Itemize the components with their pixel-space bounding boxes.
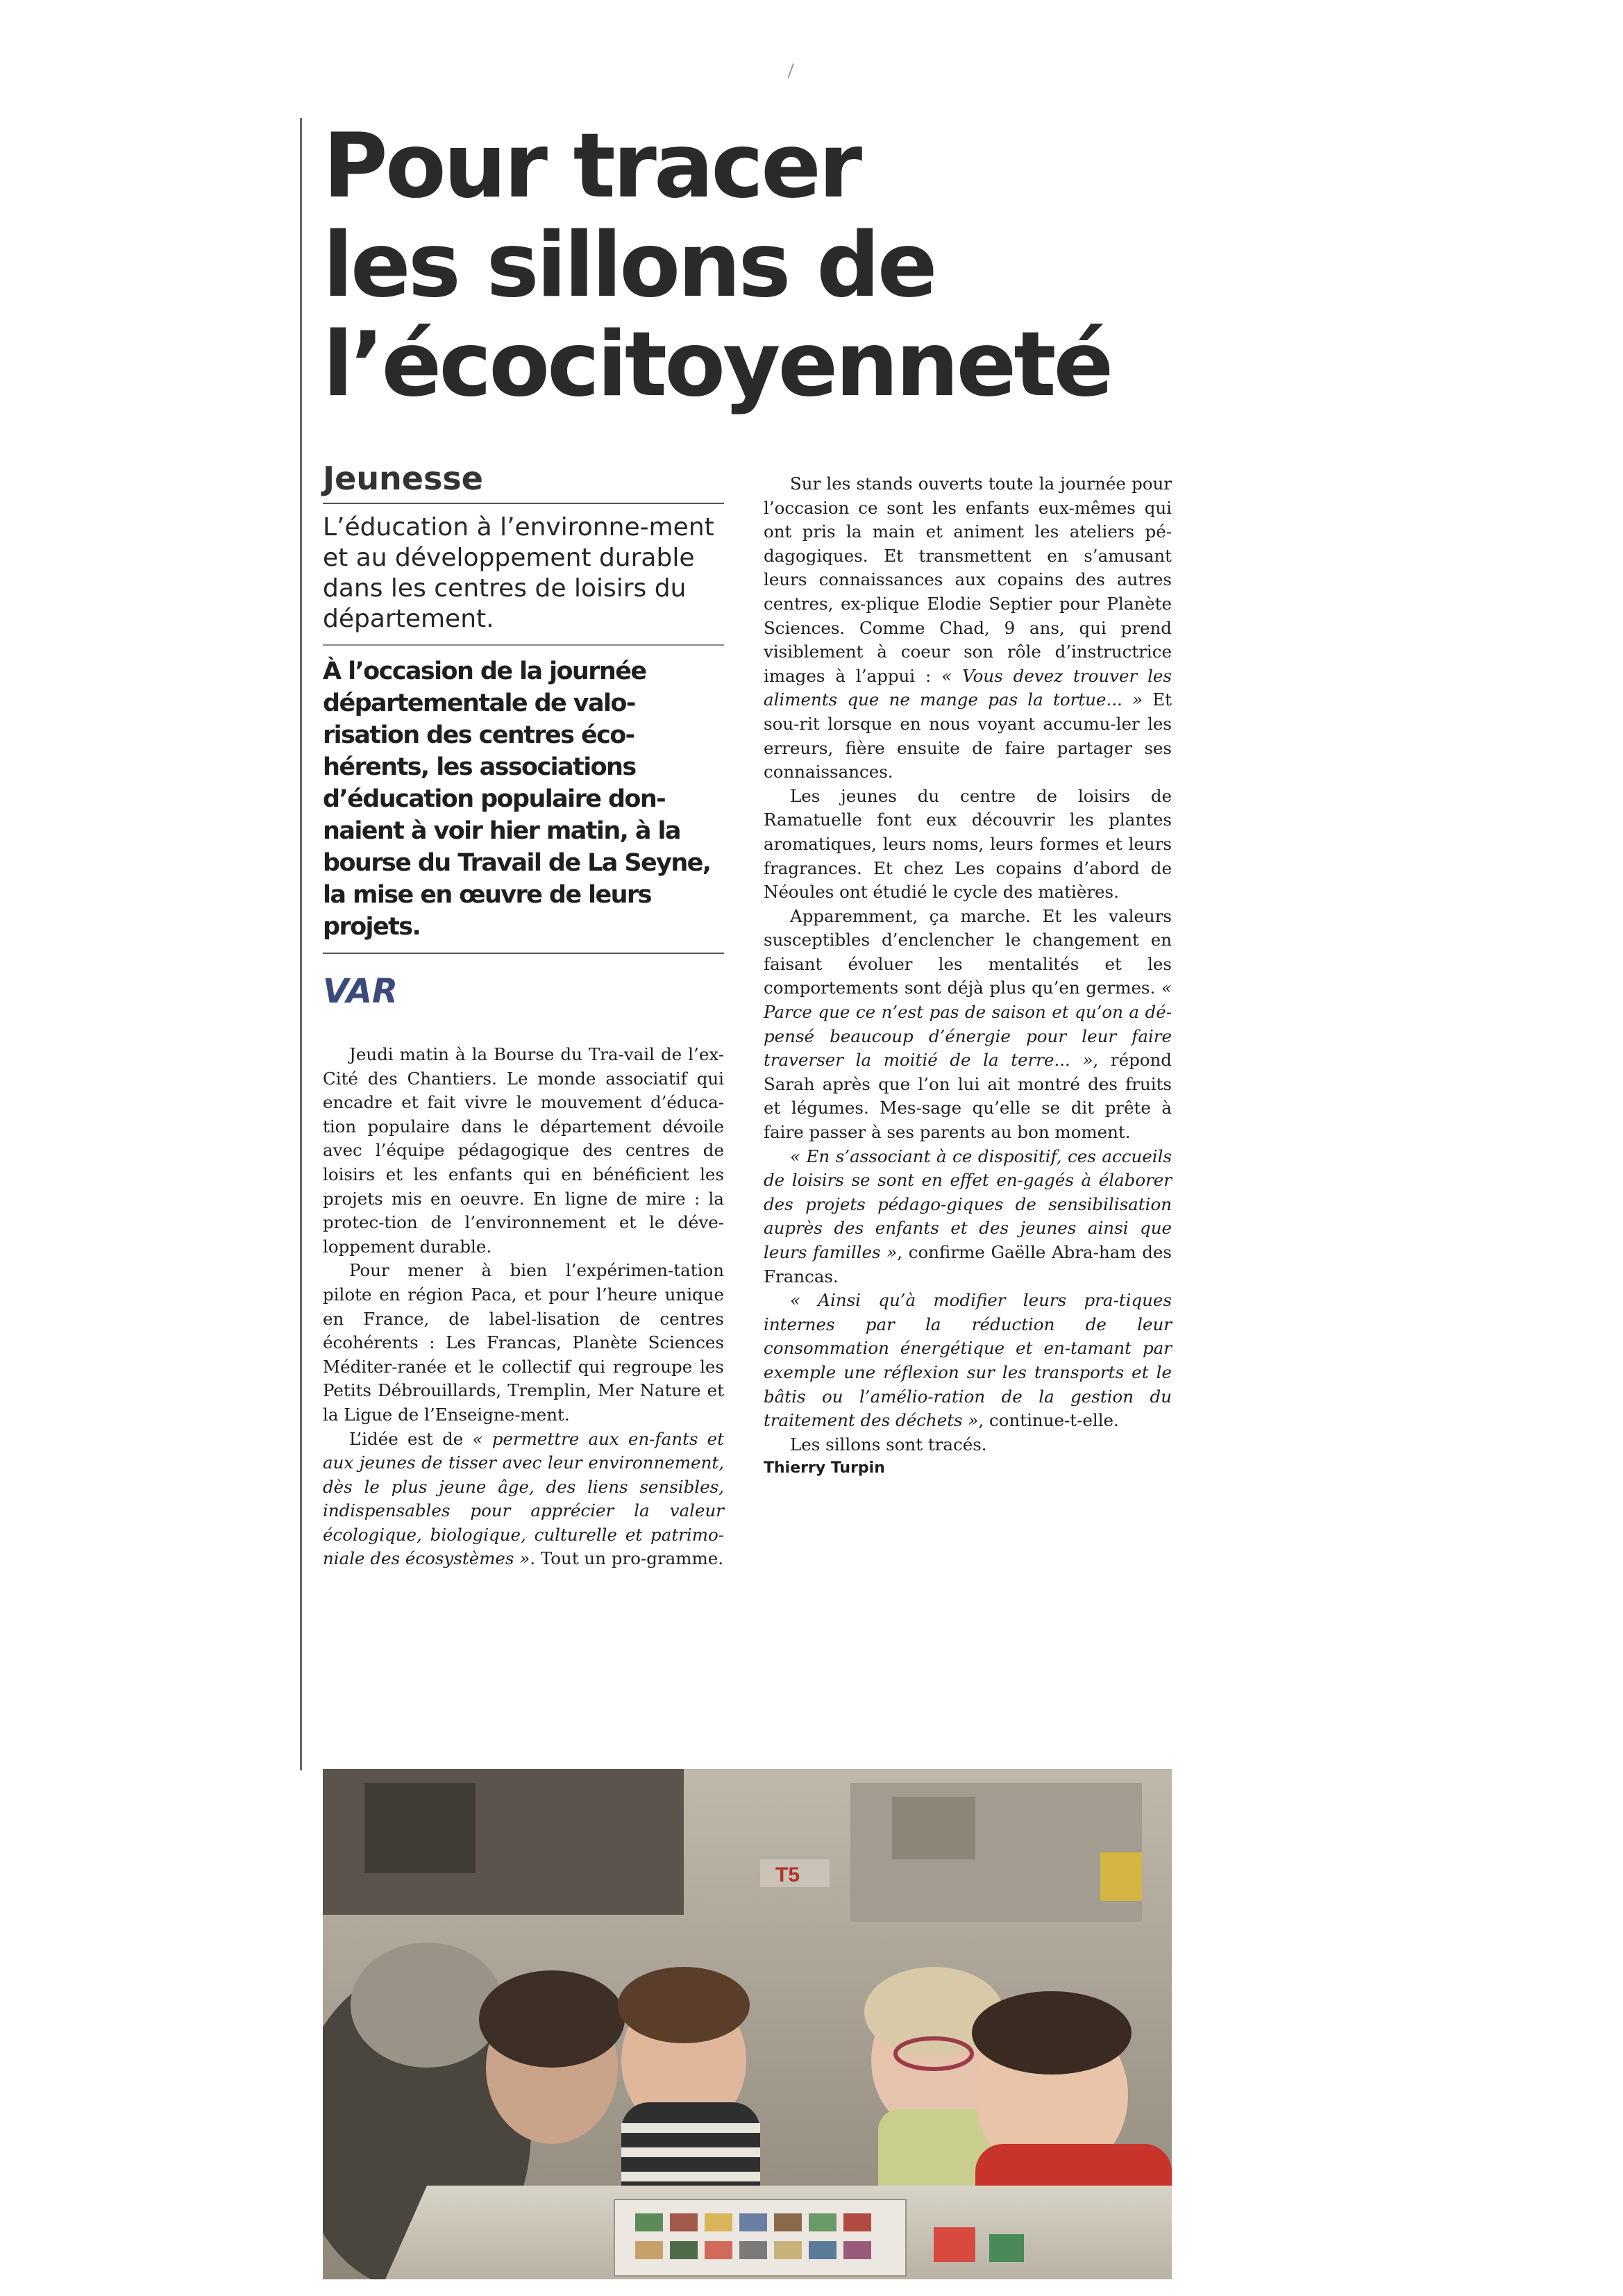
paragraph: Les sillons sont tracés. <box>790 1434 987 1455</box>
quote: « En s’associant à ce dispositif, ces accueils de loisirs se sont en effet en-gagés à élaborer des projets pédago-giques de sensibilisation auprès des enfants et des jeunes ainsi que leurs familles » <box>764 1146 1172 1262</box>
paragraph-text: , continue-t-elle. <box>978 1410 1119 1431</box>
paragraph: Pour mener à bien l’expérimen-tation pilote en région Paca, et pour l’heure unique en France, de label-lisation de centres écohérents : Les Francas, Planète Sciences Méditer-ranée et le collectif qui regroupe les Petits Débrouillards, Tremplin, Mer Nature et la Ligue de l’Enseigne-ment. <box>323 1260 724 1425</box>
paragraph <box>764 1145 1172 1289</box>
paragraph: Jeudi matin à la Bourse du Tra-vail de l’ex-Cité des Chantiers. Le monde associatif qui encadre et fait vivre le mouvement d’éduca-tion populaire dans le département dévoile avec l’équipe pédagogique des centres de loisirs et les enfants qui en bénéficient les projets mis en oeuvre. En ligne de mire : la protec-tion de l’environnement et le déve-loppement durable. <box>323 1044 724 1257</box>
paragraph-text: . Tout un pro-gramme. <box>530 1548 723 1569</box>
divider <box>323 503 724 504</box>
paragraph <box>764 1289 1172 1433</box>
left-column <box>323 458 724 1571</box>
quote: « permettre aux en-fants et aux jeunes de tisser avec leur environnement, dès le plus jeune âge, des liens sensibles, indispensables pour apprécier la valeur écologique, biologique, culturelle et patrimo-niale des écosystèmes » <box>323 1428 724 1569</box>
headline-line-2: les sillons de <box>323 214 935 317</box>
quote: « Vous devez trouver les aliments que ne mange pas la tortue... » <box>764 665 1172 710</box>
lead-paragraph: À l’occasion de la journée départementale de valo-risation des centres éco-hérents, les associations d’éducation populaire don-naient à voir hier matin, à la bourse du Travail de La Seyne, la mise en œuvre de leurs projets. <box>323 657 711 941</box>
quote: « Parce que ce n’est pas de saison et qu’on a dé-pensé beaucoup d’énergie pour leur faire traverser la moitié de la terre... » <box>764 978 1172 1071</box>
paragraph-text: Et sou-rit lorsque en nous voyant accumu-ler les erreurs, fière ensuite de faire partager ses connaissances. <box>764 689 1172 782</box>
body-text-left <box>323 1043 724 1571</box>
section-label: Jeunesse <box>323 460 483 497</box>
paragraph-text: , confirme Gaëlle Abra-ham des Francas. <box>764 1242 1172 1287</box>
paragraph <box>764 472 1172 785</box>
paragraph-text: Apparemment, ça marche. Et les valeurs susceptibles d’enclencher le changement en faisant évoluer les mentalités et les comportements sont déjà plus qu’en germes. <box>764 905 1172 998</box>
paragraph <box>323 1427 724 1572</box>
scan-mark <box>787 63 798 79</box>
paragraph: Les jeunes du centre de loisirs de Ramatuelle font eux découvrir les plantes aromatiques, leurs noms, leurs formes et leurs fragrances. Et chez Les copains d’abord de Néoules ont étudié le cycle des matières. <box>764 785 1172 903</box>
headline-line-1: Pour tracer <box>323 115 860 218</box>
column-rule <box>300 118 302 1770</box>
headline <box>323 115 1364 417</box>
paragraph-text: , répond Sarah après que l’on lui ait montré des fruits et légumes. Mes-sage qu’elle se dit prête à faire passer à ses parents au bon moment. <box>764 1050 1172 1143</box>
divider <box>323 644 724 646</box>
quote: « Ainsi qu’à modifier leurs pra-tiques internes par la réduction de leur consommation énergétique et en-tamant par exemple une réflexion sur les transports et le bâtis ou l’amélio-ration de la gestion du traitement des déchets » <box>764 1290 1172 1431</box>
wall-sign: T5 <box>775 1863 800 1886</box>
paragraph-text: L’idée est de <box>349 1428 473 1449</box>
headline-line-3: l’écocitoyenneté <box>323 313 1111 417</box>
paragraph <box>764 905 1172 1145</box>
paragraph-text: Sur les stands ouverts toute la journée pour l’occasion ce sont les enfants eux-mêmes qui ont pris la main et animent les ateliers pé-dagogiques. Et transmettent en s’amusant leurs connaissances aux copains des autres centres, ex-plique Elodie Septier pour Planète Sciences. Comme Chad, 9 ans, qui prend visiblement à coeur son rôle d’instructrice images à l’appui : <box>764 474 1172 686</box>
right-column <box>764 472 1172 1480</box>
body-text-right <box>764 472 1172 1480</box>
divider <box>323 953 724 954</box>
author-byline: Thierry Turpin <box>764 1459 885 1477</box>
dateline: VAR <box>323 972 398 1011</box>
subheading: L’éducation à l’environne-ment et au développement durable dans les centres de loisirs du département. <box>323 513 714 633</box>
photo-children-workshop <box>323 1769 1172 2279</box>
article-photo <box>323 1769 1172 2279</box>
